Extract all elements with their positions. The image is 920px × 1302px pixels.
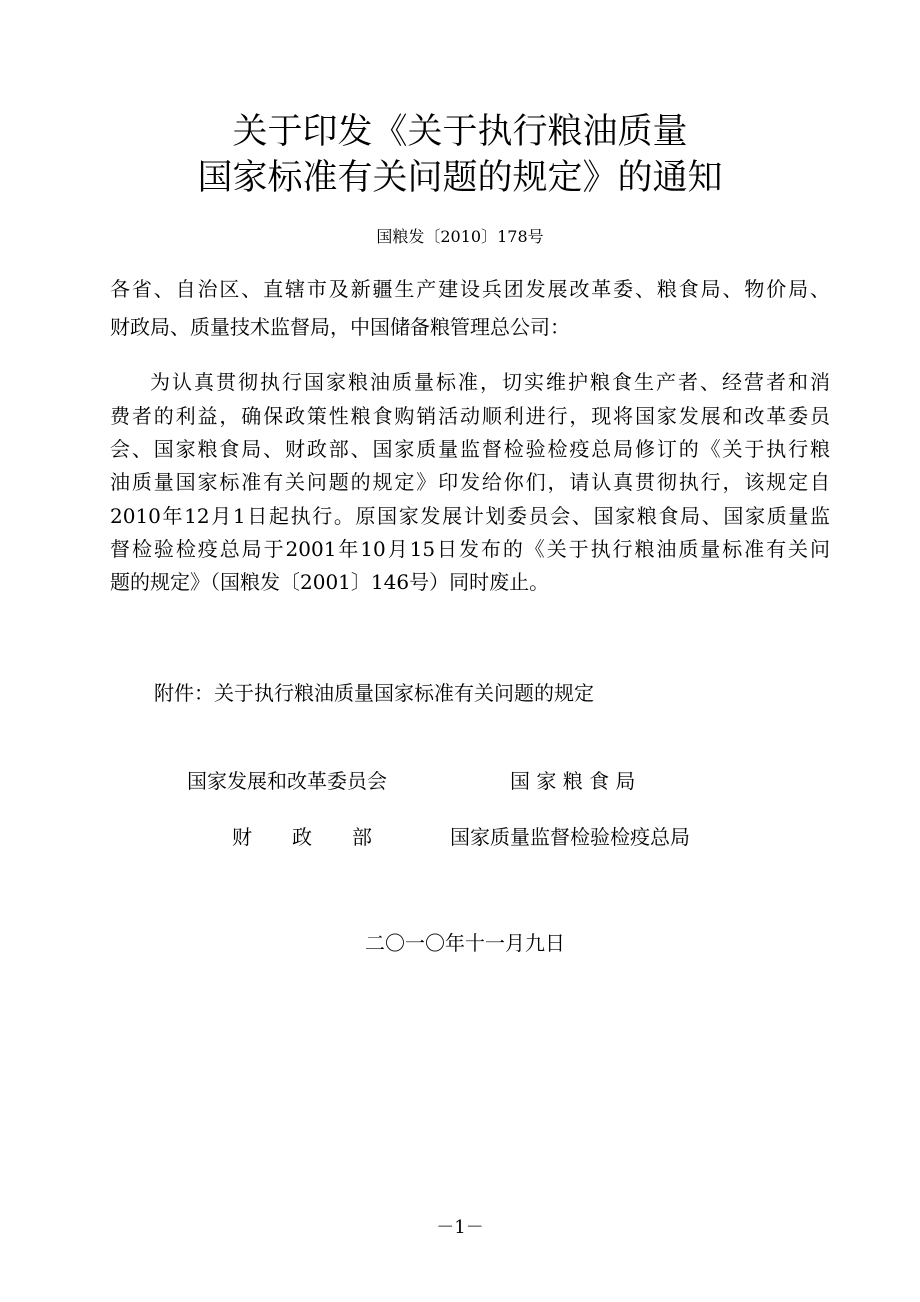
- page-number: －1－: [436, 1217, 484, 1238]
- body-paragraph-line: 为认真贯彻执行国家粮油质量标准，切实维护粮食生产者、经营者和消: [150, 370, 830, 394]
- body-paragraph-line: 油质量国家标准有关问题的规定》印发给你们，请认真贯彻执行，该规定自: [110, 470, 830, 494]
- body-paragraph-line: 费者的利益，确保政策性粮食购销活动顺利进行，现将国家发展和改革委员: [110, 404, 830, 428]
- issue-date: 二〇一〇年十一月九日: [365, 931, 565, 955]
- addressee-line-2: 财政局、质量技术监督局，中国储备粮管理总公司：: [110, 315, 570, 339]
- addressee-line-1: 各省、自治区、直辖市及新疆生产建设兵团发展改革委、粮食局、物价局、: [110, 277, 830, 301]
- signatory-finance-ministry: 财 政 部: [232, 825, 372, 849]
- attachment-note: 附件：关于执行粮油质量国家标准有关问题的规定: [154, 681, 594, 705]
- body-paragraph-line: 2010年12月1日起执行。原国家发展计划委员会、国家粮食局、国家质量监: [110, 504, 830, 528]
- document-title-line-2: 国家标准有关问题的规定》的通知: [197, 158, 723, 198]
- document-number: 国粮发〔2010〕178号: [376, 227, 544, 246]
- body-paragraph-line: 题的规定》（国粮发〔2001〕146号）同时废止。: [110, 570, 550, 594]
- body-paragraph-line: 督检验检疫总局于2001年10月15日发布的《关于执行粮油质量标准有关问: [110, 537, 830, 561]
- signatory-aqsiq: 国家质量监督检验检疫总局: [450, 825, 690, 849]
- body-paragraph-line: 会、国家粮食局、财政部、国家质量监督检验检疫总局修订的《关于执行粮: [110, 437, 830, 461]
- signatory-grain-bureau: 国 家 粮 食 局: [510, 769, 636, 793]
- signatory-ndrc: 国家发展和改革委员会: [187, 769, 387, 793]
- document-title-line-1: 关于印发《关于执行粮油质量: [232, 112, 688, 152]
